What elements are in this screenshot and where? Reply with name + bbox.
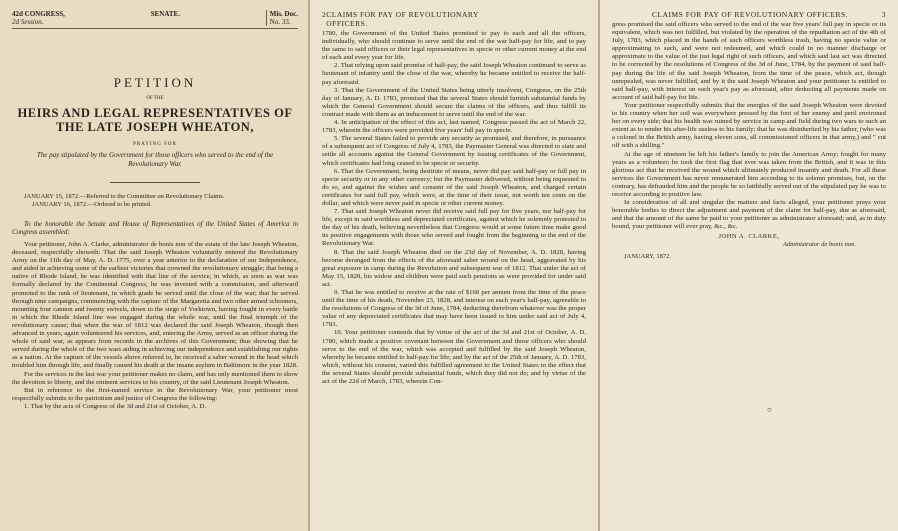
signature-title: Administrator de bonis non. (783, 241, 856, 249)
paragraph: Your petitioner, John A. Clarke, administrator de bonis non of the estate of the late Joseph Wheaton, deceased, respectfully showeth: That the said Joseph Wheaton voluntarily entered the Revolutionary Army on the 11th day of May, A. D. 1775, over a year anterior to the declaration of our Independence, and aided in achieving some of the earliest victories that crowned the revolutionary struggle; that being a native of Rhode Island, he was identified with that line of the service, in which, as soon as war was formally declared by the Continental Congress, he was invested with a commission, and afterward promoted to the rank of lieutenant, in which grade he served until the close of the war; that he served through nine campaigns, commencing with the capture of the Margaretta and two other armed schooners, mounting four cannon and twenty swivels, down to the siege of Yorktown, having fought in every battle in which the Rhode Island line was engaged during the whole war, until the final triumph of the revolutionary cause; that when the war of 1812 was declared the said Joseph Wheaton, though then advanced in years, again volunteered his services, and, entering the Army, served as an officer during the whole of said war, as appears from records in the archives of this Government; thus showing that he served during the whole of the two wars aiding in achieving our independence and establishing our rights as a nation. At the capture of the vessels above referred to, he received a saber wound in the head which troubled him through life, and finally caused his death at the insane asylum in Baltimore in the year 1828. (12, 241, 298, 370)
paragraph: 2. That relying upon said promise of half-pay, the said Joseph Wheaton continued to serve as lieutenant of infantry until the close of the war, whereby he became entitled to receive the half-pay aforesaid. (322, 62, 586, 86)
address-line: To the honorable the Senate and House of Representatives of the United States of America in Congress assembled: (12, 221, 298, 236)
paragraph: gress promised the said officers who served to the end of the war five years' full pay in specie or its equivalent, which was not fulfilled, but violated by the operation of the repudiation act of the 4th of July, 1783, which placed in the hands of such officers worthless trash, having no specie value or approximating to such, and were not redeemed, and which could in no manner discharge or approximate to the value of the just legal right of such officers, and which said last act was directed to be corrected by the resolutions of Congress of the 3d of June, 1784, by the payment of said half-pay during the life of the said Joseph Wheaton, from the time of the peace, which act, though unrepealed, was never fulfilled, and by it the said Joseph Wheaton and your petitioner is entitled to said half-pay, with interest on each year's pay as aforesaid, after deducting all payments made on account of said half-pay for life. (612, 21, 886, 101)
referral-dates (12, 193, 298, 209)
title-praying: PRAYING FOR (133, 142, 177, 147)
paragraph: 3. That the Government of the United States being utterly insolvent, Congress, on the 25th day of January, A. D. 1783, promised that the several States should furnish substantial funds by which the General Government should secure the claims of the officers, and thus fulfill its contract made with them as an inducement to serve until the end of the war. (322, 86, 586, 118)
paragraph: 1780, the Government of the United States promised to pay to each and all the officers, individually, who should continue to serve until the end of the war half-pay for life, and to pay the same to said officers or their legal representatives in specie or other current money at the end of each and every year for life. (322, 30, 586, 62)
paragraph: 4. In anticipation of the effect of this act, last named, Congress passed the act of March 22, 1783, wherein the officers were provided five years' full pay in specie. (322, 119, 586, 135)
doc-type-label: Mis. Doc. (269, 10, 298, 18)
page-number: 3 (881, 10, 886, 19)
paragraph: 1. That by the acts of Congress of the 3d and 21st of October, A. D. (24, 402, 207, 410)
running-head: CLAIMS FOR PAY OF REVOLUTIONARY OFFICERS. (652, 10, 849, 19)
referral-date-1: JANUARY 15, 1872.—Referred to the Committee on Revolutionary Claims. (24, 193, 225, 200)
session-label: 2d Session. (12, 18, 44, 26)
page-3-header (612, 10, 886, 19)
page-3 (600, 0, 898, 531)
page-2-header (322, 10, 586, 28)
page-1 (0, 0, 308, 531)
title-main: HEIRS AND LEGAL REPRESENTATIVES OF THE LATE JOSEPH WHEATON, (17, 106, 293, 134)
paragraph: For the services in the last war your petitioner makes no claim, and has only mentioned them to show the devotion to liberty, and the eminent services to his country, of the said Lieutenant Joseph Wheaton. (12, 370, 298, 386)
congress-label: 42d CONGRESS, (12, 10, 65, 18)
signature-block (612, 233, 886, 261)
page-mark: ○ (767, 405, 772, 414)
running-head: CLAIMS FOR PAY OF REVOLUTIONARY OFFICERS. (326, 10, 479, 28)
page-1-body (12, 241, 298, 411)
paragraph: 10. Your petitioner contends that by virtue of the act of the 3d and 21st of October, A. D. 1780, which made a positive covenant between the Government and those officers who should serve to the end of the war, which was accepted and fulfilled by the said Joseph Wheaton, whereby he became entitled to half-pay for life; and by the act of the 25th of January, A. D. 1783, which, without his consent, varied this fulfilled agreement to the United States to the effect that the several States should provide substantial funds, which they did not do; and by virtue of the act of the 22d of March, 1783, wherein Con- (322, 329, 586, 386)
title-divider (110, 182, 200, 183)
chamber-label: SENATE. (150, 10, 180, 18)
paragraph: But in reference to the first-named service in the Revolutionary War, your petitioner most respectfully submits to the patriotism and justice of Congress the following: (12, 386, 298, 402)
paragraph: 5. The several States failed to provide any security as promised, and therefore, in pursuance of a subsequent act of Congress of July 4, 1783, the Paymaster General was directed to state and settle all accounts against the General Government by issuing certificates of the Government, which certificates had long ceased to be specie or security. (322, 135, 586, 167)
paragraph: Your petitioner respectfully submits that the energies of the said Joseph Wheaton were devoted to his country when her soil was everywhere pressed by the foot of her enemy and peril environed her on every side; that his health was ruined by service in camp and field during two wars to such an extent as to render his after-life useless to his family; that he was disinherited by his father, (who was a colonel in the British army, having eleven sons, all commissioned officers in that army,) and " cut off with a shilling." (612, 101, 886, 150)
signature-name: JOHN A. CLARKE, (718, 233, 780, 241)
title-subject: The pay stipulated by the Government for those officers who served to the end of the Revolutionary War. (36, 151, 274, 168)
paragraph: In consideration of all and singular the matters and facts alleged, your petitioner prays your honorable bodies to direct the adjustment and payment of the claim for half-pay, due as aforesaid, and that the amount of the same be paid to your petitioner as administrator aforesaid; and, as in duty bound, your petitioner will ever pray, &c., &c. (612, 199, 886, 231)
paragraph: At the age of nineteen he left his father's family to join the American Army; fought for many years as a volunteer; he took the first flag that ever was taken from the British, and it was in this glorious act that he received the wound which ultimately produced insanity and death. For all these services the Government has never remunerated him according to its solemn promises, but, on the contrary, has defrauded him and the people he so faithfully served out of the stipulated pay he was to receive according to positive law. (612, 150, 886, 198)
page-2-body (322, 30, 586, 386)
doc-no-label: No. 33. (269, 18, 291, 26)
page-number: 2 (322, 10, 327, 19)
signature-date: JANUARY, 1872. (624, 253, 672, 261)
paragraph: 7. That said Joseph Wheaton never did receive said full pay for five years, nor half-pay for life, except in said worthless and depreciated certificates, against which he solemnly protested to the day of his death, believing nevertheless that Congress would at some future time make good its positive engagements with those who served and fought from the beginning to the end of the Revolutionary War. (322, 208, 586, 248)
page-3-body (612, 21, 886, 231)
title-of: OF THE (146, 96, 164, 101)
referral-date-2: JANUARY 16, 1872.—Ordered to be printed. (32, 201, 152, 208)
page-1-header (12, 10, 298, 29)
paragraph: 8. That the said Joseph Wheaton died on the 23d day of November, A. D. 1828, having become deranged from the effects of the aforesaid saber wound on the head, aggravated by his great exposure in camp during the Revolution and subsequent war of 1812. That under the act of May 15, 1828, his widow and children were paid such pensions as were provided for under said act. (322, 248, 586, 288)
congress-session (12, 10, 65, 26)
doc-number (266, 10, 298, 26)
paragraph: 6. That the Government, being destitute of means, never did pay said half-pay or full pay in specie security or in any other currency; but the Paymaster delivered, without being requested to do so, and against the wishes and consent of the said Joseph Wheaton, and charged certain certificates for said full pay, which were, at the time of their issue, not worth ten cents on the dollar, and which were never paid in specie or other current money. (322, 167, 586, 207)
page-2 (310, 0, 598, 531)
paragraph: 9. That he was entitled to receive at the rate of $160 per annum from the time of the peace until the time of his death, November 23, 1828, and interest on each year's half-pay, agreeable to the resolutions of Congress of the 3d of June, 1784, deducting therefrom whatever was the proper value of any depreciated certificates that may have been issued to him under said act of July 4, 1783. (322, 289, 586, 329)
title-petition: PETITION (113, 75, 197, 90)
